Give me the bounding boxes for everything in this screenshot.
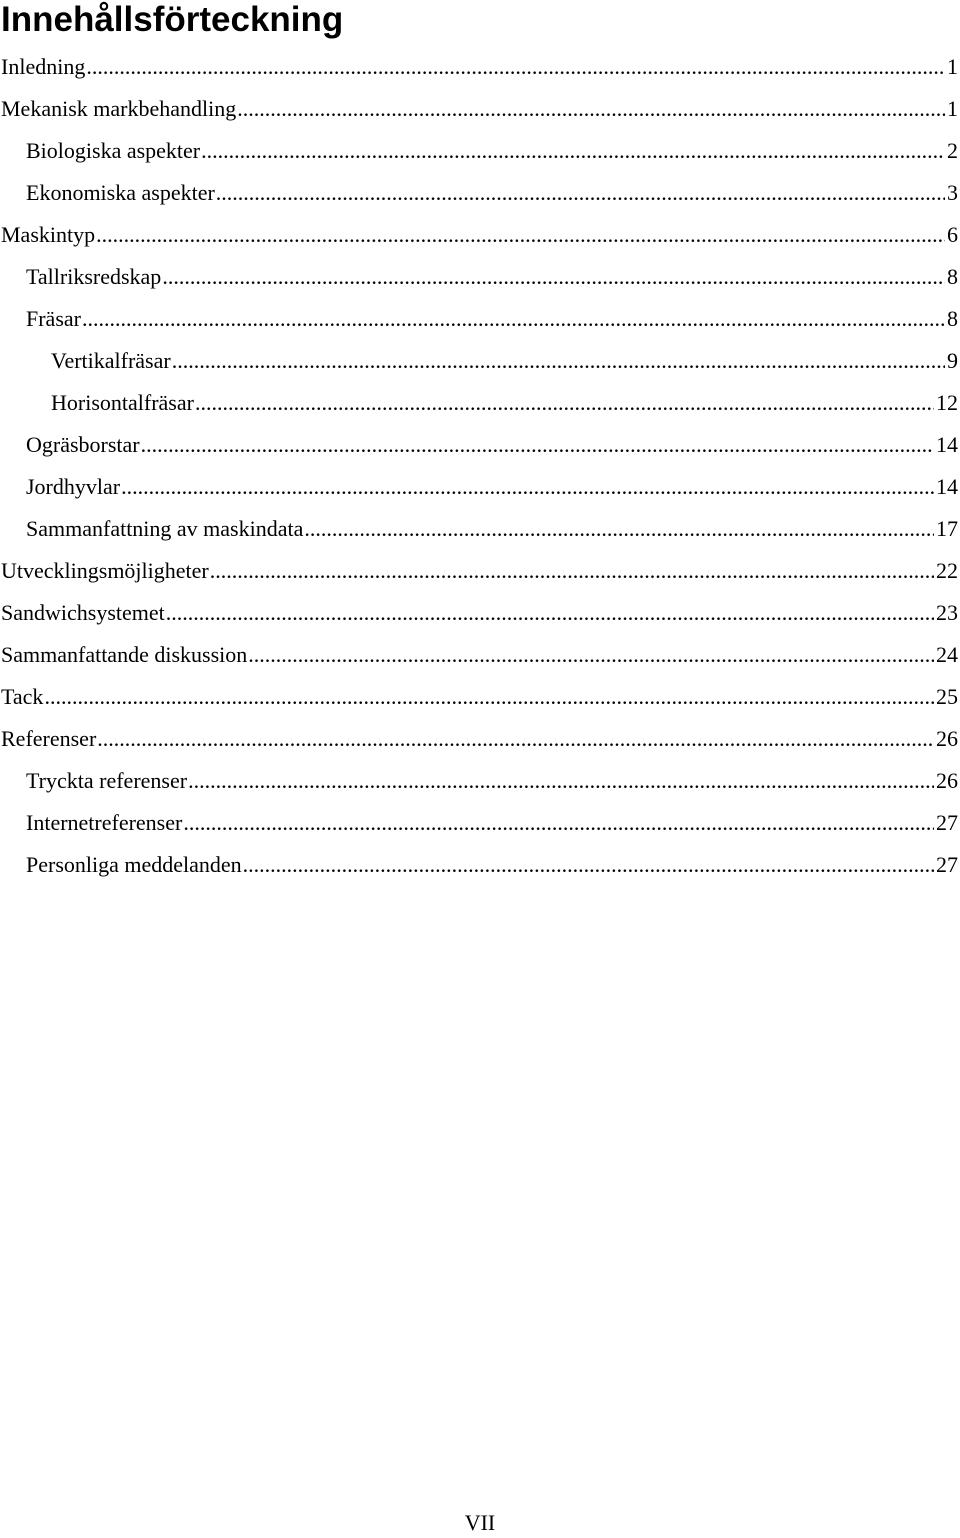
toc-entry-vertikalfrasar[interactable] [0, 340, 960, 382]
toc-entry-biologiska-aspekter[interactable] [0, 130, 960, 172]
toc-entry-tallriksredskap[interactable] [0, 256, 960, 298]
toc-entry-title: Jordhyvlar [26, 474, 121, 499]
dot-leader [216, 172, 945, 214]
toc-entry-internetreferenser[interactable] [0, 802, 960, 844]
toc-entry-sandwichsystemet[interactable] [0, 592, 960, 634]
toc-entry-page: 3 [947, 180, 958, 205]
toc-entry-maskintyp[interactable] [0, 214, 960, 256]
toc-entry-referenser[interactable] [0, 718, 960, 760]
toc-entry-title: Tack [1, 684, 44, 709]
toc-entry-jordhyvlar[interactable] [0, 466, 960, 508]
toc-entry-title: Tallriksredskap [26, 264, 162, 289]
toc-entry-title: Sandwichsystemet [1, 600, 165, 625]
toc-entry-page: 27 [936, 810, 958, 835]
toc-entry-title: Internetreferenser [26, 810, 183, 835]
toc-entry-page: 8 [947, 264, 958, 289]
toc-entry-mekanisk-markbehandling[interactable] [0, 88, 960, 130]
toc-entry-page: 2 [947, 138, 958, 163]
toc-entry-page: 17 [936, 516, 958, 541]
dot-leader [141, 424, 934, 466]
dot-leader [237, 88, 945, 130]
toc-entry-page: 14 [936, 474, 958, 499]
toc-entry-title: Personliga meddelanden [26, 852, 242, 877]
toc-entry-page: 8 [947, 306, 958, 331]
dot-leader [82, 298, 945, 340]
toc-entry-tryckta-referenser[interactable] [0, 760, 960, 802]
toc-entry-title: Ogräsborstar [26, 432, 140, 457]
dot-leader [243, 844, 934, 886]
dot-leader [304, 508, 934, 550]
toc-entry-page: 26 [936, 768, 958, 793]
toc-entry-page: 25 [936, 684, 958, 709]
page-number: VII [464, 1510, 496, 1535]
toc-entry-title: Sammanfattning av maskindata [26, 516, 304, 541]
toc-entry-page: 1 [947, 96, 958, 121]
toc-entry-ograsborstar[interactable] [0, 424, 960, 466]
toc-entry-title: Fräsar [26, 306, 81, 331]
toc-entry-page: 24 [936, 642, 958, 667]
toc-entry-title: Ekonomiska aspekter [26, 180, 215, 205]
toc-entry-page: 27 [936, 852, 958, 877]
page-title: Innehållsförteckning [1, 0, 344, 39]
toc-entry-title: Biologiska aspekter [26, 138, 201, 163]
dot-leader [195, 382, 934, 424]
toc-entry-ekonomiska-aspekter[interactable] [0, 172, 960, 214]
toc-entry-page: 9 [947, 348, 958, 373]
toc-entry-personliga-meddelanden[interactable] [0, 844, 960, 886]
toc-entry-title: Referenser [1, 726, 97, 751]
toc-entry-sammanfattning-av-maskindata[interactable] [0, 508, 960, 550]
dot-leader [210, 550, 934, 592]
toc-entry-title: Horisontalfräsar [51, 390, 194, 415]
toc-entry-title: Sammanfattande diskussion [1, 642, 248, 667]
toc-entry-frasar[interactable] [0, 298, 960, 340]
toc-entry-title: Inledning [1, 54, 86, 79]
dot-leader [183, 802, 934, 844]
toc-entry-title: Utvecklingsmöjligheter [1, 558, 209, 583]
dot-leader [86, 46, 945, 88]
toc-entry-page: 6 [947, 222, 958, 247]
dot-leader [188, 760, 934, 802]
toc-entry-page: 12 [936, 390, 958, 415]
toc-entry-page: 23 [936, 600, 958, 625]
toc-entry-page: 14 [936, 432, 958, 457]
dot-leader [162, 256, 945, 298]
toc-entry-page: 26 [936, 726, 958, 751]
dot-leader [44, 676, 934, 718]
toc-entry-page: 1 [947, 54, 958, 79]
toc-entry-sammanfattande-diskussion[interactable] [0, 634, 960, 676]
dot-leader [97, 718, 934, 760]
toc-entry-horisontalfrasar[interactable] [0, 382, 960, 424]
dot-leader [121, 466, 934, 508]
toc-entry-title: Mekanisk markbehandling [1, 96, 237, 121]
dot-leader [96, 214, 945, 256]
toc-entry-title: Tryckta referenser [26, 768, 188, 793]
toc-entry-tack[interactable] [0, 676, 960, 718]
toc-entry-page: 22 [936, 558, 958, 583]
dot-leader [201, 130, 945, 172]
toc-entry-title: Maskintyp [1, 222, 96, 247]
toc-entry-inledning[interactable] [0, 46, 960, 88]
toc-entry-title: Vertikalfräsar [51, 348, 171, 373]
dot-leader [172, 340, 945, 382]
toc-entry-utvecklingsmojligheter[interactable] [0, 550, 960, 592]
table-of-contents [0, 46, 960, 886]
dot-leader [248, 634, 934, 676]
dot-leader [166, 592, 934, 634]
